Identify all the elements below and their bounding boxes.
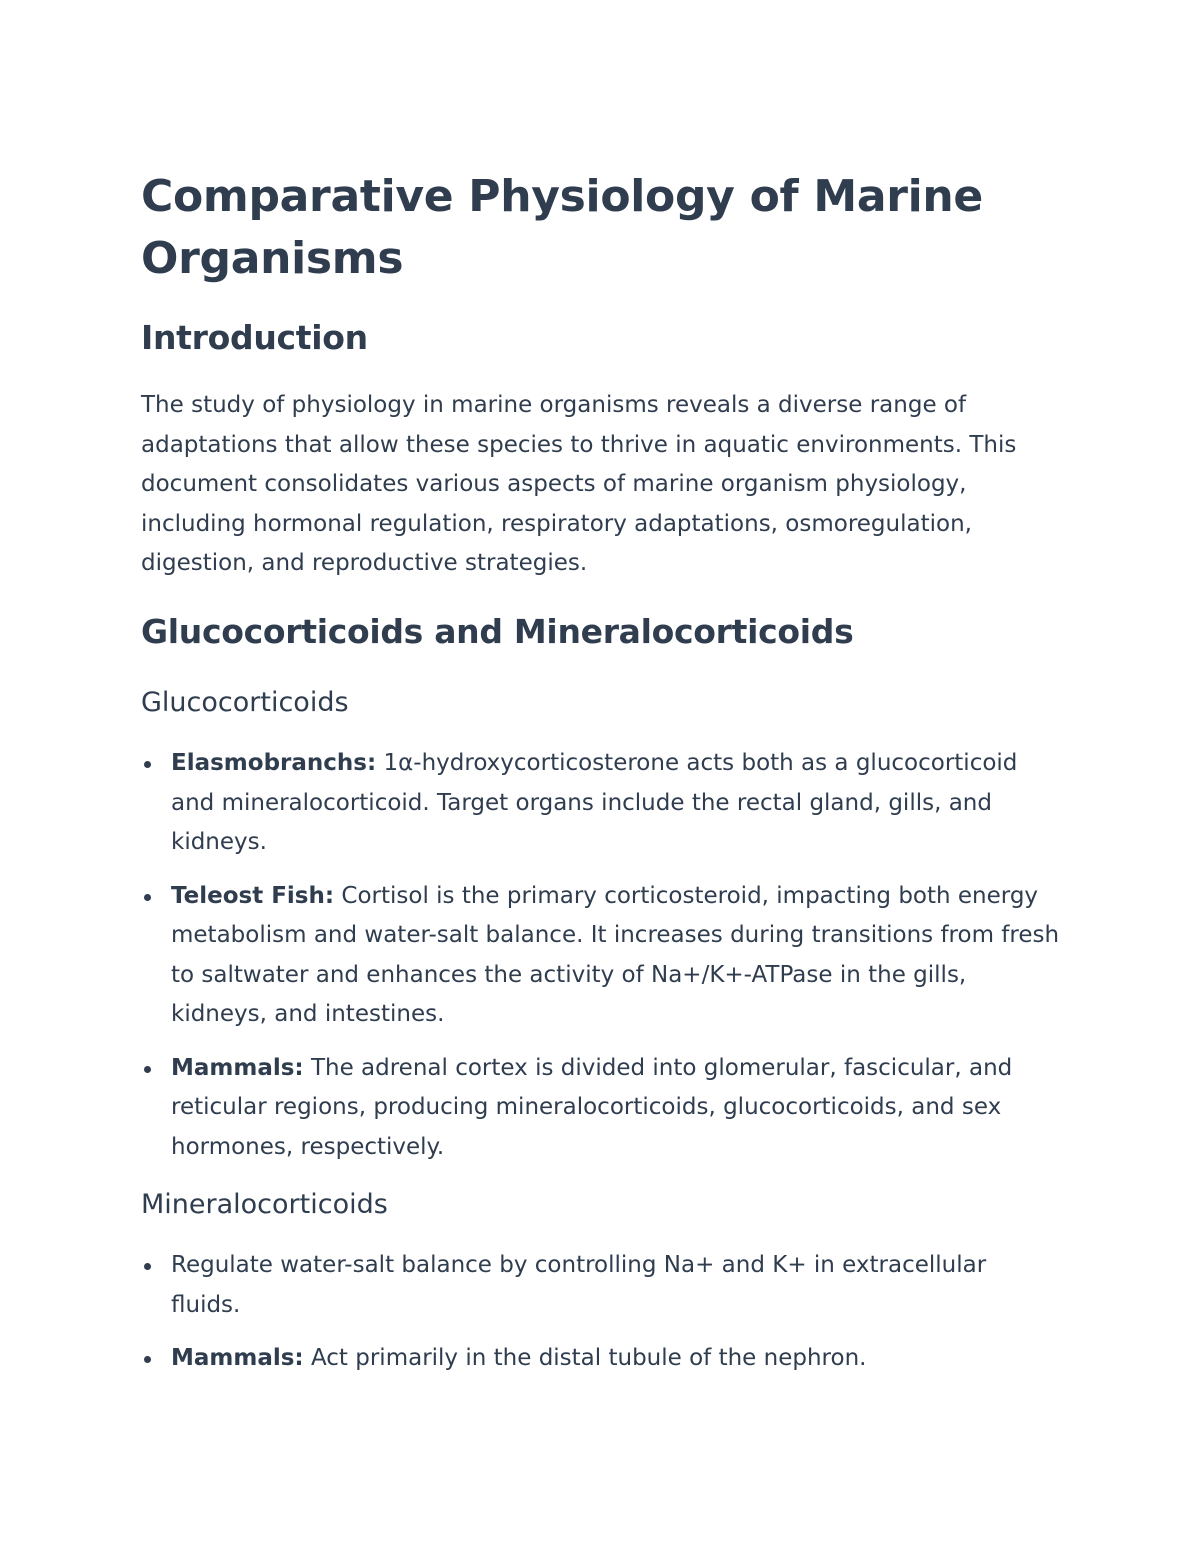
list-item xyxy=(141,1246,1061,1325)
mineralocorticoids-list xyxy=(141,1246,1061,1393)
item-term: Teleost Fish: xyxy=(171,882,335,909)
list-item xyxy=(141,1049,1061,1168)
list-item xyxy=(141,877,1061,1035)
bullet-icon xyxy=(144,894,151,901)
item-text: 1α-hydroxycorticosterone acts both as a glucocorticoid and mineralocorticoid. Target organs include the rectal gland, gills, and kidneys. xyxy=(171,750,1018,855)
list-item xyxy=(141,744,1061,863)
item-term: Mammals: xyxy=(171,1345,304,1371)
introduction-heading: Introduction xyxy=(141,318,368,357)
bullet-icon xyxy=(144,1263,151,1270)
item-text: Regulate water-salt balance by controlling Na+ and K+ in extracellular fluids. xyxy=(171,1252,987,1318)
item-term: Elasmobranchs: xyxy=(171,750,377,776)
document-title: Comparative Physiology of Marine Organisms xyxy=(141,171,983,284)
section-heading: Glucocorticoids and Mineralocorticoids xyxy=(141,612,854,651)
list-item xyxy=(141,1339,1061,1379)
item-text: Act primarily in the distal tubule of the nephron. xyxy=(303,1345,867,1371)
bullet-icon xyxy=(144,1356,151,1363)
glucocorticoids-list xyxy=(141,744,1061,1181)
item-text: Cortisol is the primary corticosteroid, impacting both energy metabolism and water-salt balance. It increases during transitions from fresh to saltwater and enhances the activity of Na+/K+-ATPase in the gills, kidneys, and intestines. xyxy=(171,882,1060,1027)
glucocorticoids-subheading: Glucocorticoids xyxy=(141,687,349,718)
bullet-icon xyxy=(144,761,151,768)
bullet-icon xyxy=(144,1066,151,1073)
item-term: Mammals: xyxy=(171,1054,304,1081)
mineralocorticoids-subheading: Mineralocorticoids xyxy=(141,1189,388,1220)
introduction-paragraph: The study of physiology in marine organisms reveals a diverse range of adaptations that allow these species to thrive in aquatic environments. This document consolidates various aspects of marine organism physiology, including hormonal regulation, respiratory adaptations, osmoregulation, digestion, and reproductive strategies. xyxy=(141,392,1017,576)
item-text: The adrenal cortex is divided into glomerular, fascicular, and reticular regions, producing mineralocorticoids, glucocorticoids, and sex hormones, respectively. xyxy=(171,1054,1013,1160)
